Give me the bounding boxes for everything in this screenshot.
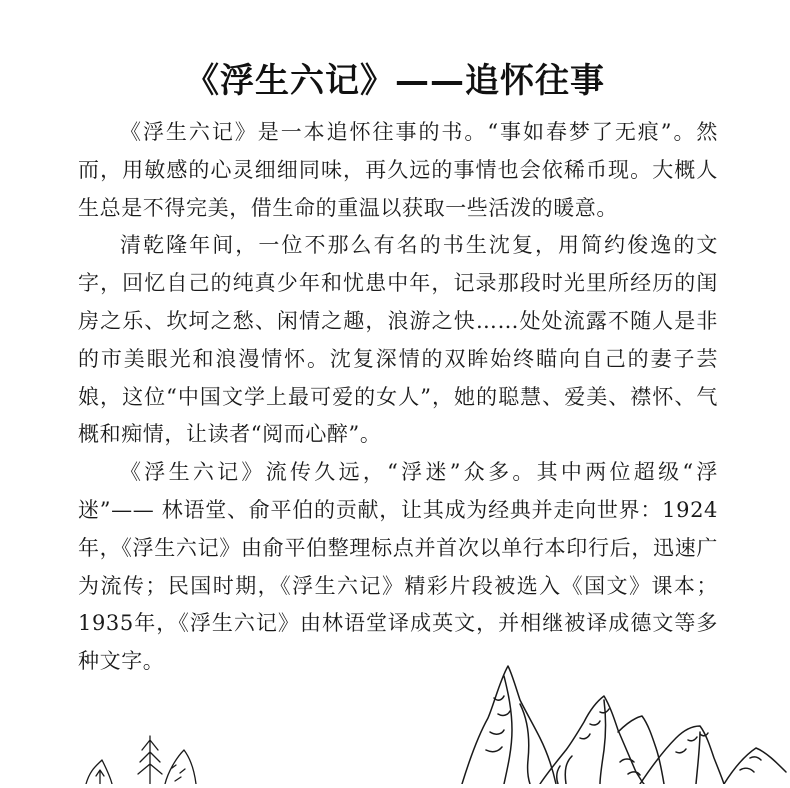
article-body <box>78 114 718 681</box>
paragraph-1: 《浮生六记》是一本追怀往事的书。“事如春梦了无痕”。然而，用敏感的心灵细细同味，再久远的事情也会依稀币现。大概人生总是不得完美，借生命的重温以获取一些活泼的暖意。 <box>78 120 718 220</box>
ink-landscape-mountains-icon <box>0 640 790 784</box>
paragraph-2: 清乾隆年间，一位不那么有名的书生沈复，用简约俊逸的文字，回忆自己的纯真少年和忧患中年，记录那段时光里所经历的闺房之乐、坎坷之愁、闲情之趣，浪游之快……处处流露不随人是非的市美眼光和浪漫情怀。沈复深情的双眸始终瞄向自己的妻子芸娘，这位“中国文学上最可爱的女人”，她的聪慧、爱美、襟怀、气概和痴情，让读者“阅而心醉”。 <box>78 233 718 447</box>
page-title: 《浮生六记》——追怀往事 <box>185 60 605 101</box>
paragraph-3: 《浮生六记》流传久远，“浮迷”众多。其中两位超级“浮迷”—— 林语堂、俞平伯的贡献，让其成为经典并走向世界：1924年，《浮生六记》由俞平伯整理标点并首次以单行本印行后，迅速广为流传；民国时期，《浮生六记》精彩片段被选入《国文》课本；1935年，《浮生六记》由林语堂译成英文，并相继被译成德文等多种文字。 <box>78 460 718 674</box>
